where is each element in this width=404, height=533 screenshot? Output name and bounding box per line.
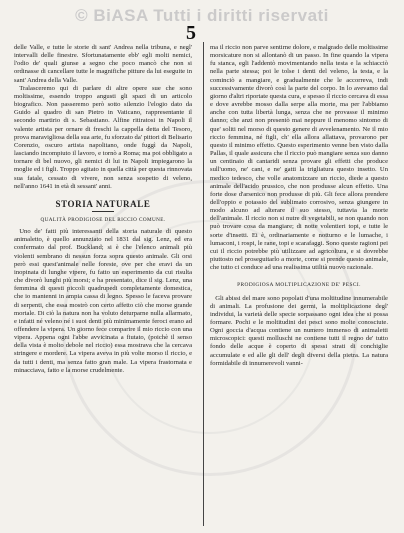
copyright-watermark: © BiASA Tutti i diritti riservati [75,6,329,25]
left-column [14,44,192,528]
section-divider [92,211,114,212]
left-paragraph-1: delle Valle, e tutte le storie di sant' Andrea nella tribuna, e negl' intervalli delle finestre. Sfortunatamente ebb' egli molti nemici, l'odio de' quali giunse a segno che poco mancò che non si ordinasse di cancellare tutte le magnifiche pitture da lui eseguite in sant' Andrea della Valle. [14,44,192,84]
right-paragraph-2: Gli abissi del mare sono popolati d'una moltitudine innumerabile di animali. La profusione dei germi, la moltiplicazione degl' individui, la varietà delle specie sorpassano ogni idea che si possa formare. Pochi e le moltitudini dei pesci sono molte conosciute. Ogni goccia d'acqua contiene un numero immenso di animaletti microscopici: questi molluschi ne contiene tutti il regno de' tutto fondo delle acque è coperto di spessi strati di conchiglie accumulate e ed alle gli dell' degli diversi della pietra. La natura formidabile di innumerevoli vanni- [210,294,388,367]
left-paragraph-3: Uno de' fatti più interessanti della storia naturale di questo animaletto, è quello annunziato nel 1831 dal sig. Lenz, ed era confermato dal prof. Buckland; si è che l'elenco animali più violenti sembrano di nessun forza sopra questo animale. Gli orsi però essi quest'animale nelle foreste, ove per che eravi da un inopinata di lunghe vipere, fu fatto un esperimento da cui risulta che divorò lunghi più morsi; e ha presentato, dice il sig. Lenz, una femmina di questi piccoli quadrupedi completamente domestica, che io mantenni in ampia cassa di legno. Spesso le faceva provare di serpenti, che essa mostrò con certo affetto ciò che morse grande mortale. Di ciò la natura non ha voluto deturparne nulla allarmato, e infatti né veleno né i suoi denti più minimamente feroci erano ad offendere la vipera. Un giorno fece comparire il mio riccio con una vipera. Appena ogni l'abbe avvicinata a fiutato, (poichè il senso della vista è molto debole nel riccio) essa mostrava che la cercava stringere e mordere. La vipera aveva in più volte morso il riccio, e da tutti i denti, ma senza fatto gran male. La vipera frastornata e minacciava, fatto e la morse crudelmente. [14,228,192,374]
page-number: 5 [186,22,196,44]
right-column [210,44,388,528]
right-paragraph-1: ma il riccio non parve sentirne dolore, e malgrado delle moltissime morsicature non si allontanò di un passo. In fine quando la vipera fu stanca, egli l'addentò movimentando nella testa e la schiacciò nella parte stessa; poi le tolse i denti del veleno, la testa, e la cominciò a mangiare, e gradualmente che le accorreva, indi successivamente divorò così la parte del corpo. In lo avevamo dal giorno d'altri riportate questa cura, e spesso il riccio cercava di essa e dove avrebbe mosso dalla serpe alla morte, ma per l'abbiamo anche con tutta libertà lunga, senza che ne provasse il minimo danno; che anzi non presentò mai neppure il menomo sintomo di que' soliti nel morso di questo genere di avvelenamento. Ne il mio riccio femmina, né figli, ch' ella allora allattava, provarono per questo il minimo effetto. Questo esperimento venne ben visto dalla Pallas, il quale assicura che il riccio può mangiare senza suo danno un centinaio di cantaridi senza provare gli effetti che produce sull'uomo, ne' cani, e ne' gatti la trigliatura questo insetto. Un medico tedesco, che volle anatomizzare un riccio, diede a questo animale dell'acido prussico, che non produsse alcun effetto. Una forte dose d'arsenico non produsse di più. Gli fece allora prendere dell'oppio e potassio del sublimato corrosivo, senza giungere in modo alcuno ad alterare il suo stesso, tuttavia la morte dell'animale. Il riccio non si nutre di vegetabili, se non quando non può trovare cosa da mangiare; di notte volentieri topi, e tutte le sorte d'insetti. Ei è, ordinariamente e notturno e le lumache, i lumaconi, i rospi, le rane, topi e scarafaggi. Sono queste ragioni pei cui il riccio potrebbe più utilizzare ad agricoltura, e si dovrebbe piuttosto nel proseguitarlo a morte, come si prende questo animale, che tutto ci conduce ad una realissima utilità nuovo razionale. [210,44,388,272]
column-divider [203,42,204,526]
section-subtitle: QUALITÀ PRODIGIOSE DEL RICCIO COMUNE. [40,216,166,223]
section-title: STORIA NATURALE [55,198,151,209]
left-paragraph-2: Tralasceremo qui di parlare di altre opere sue che sono moltissime, essendo troppo angusti gli spazi di un articolo biografico. Non passeremo però sotto silenzio l'elogio dato da Guido al quadro di san Pietro in Vaticano, rappresentante il secondo martirio di s. Sebastiano. Alfine ritiratosi in Napoli il valente artista per ornare di freschi la cappella detta del Tesoro, prova maravigliosa della sua arte, fu sforzato da' pittori di Belisario Corenzio, oscuro artista napolitano, onde fuggì da Napoli, lasciando incompiuto il lavoro, e tornò a Roma; ma poi obbligato a tornare di bel nuovo, gli nemici di lui in Napoli impiegarono la moglie ed i figli. Troppo agitato in quella città per questa rinnovata sua fatale, cessato di vivere, non senza sospetto di veleno, nell'anno 1641 in età di sessant' anni. [14,84,192,190]
article-subtitle: PRODIGIOSA MOLTIPLICAZIONE DE' PESCI. [237,282,361,289]
